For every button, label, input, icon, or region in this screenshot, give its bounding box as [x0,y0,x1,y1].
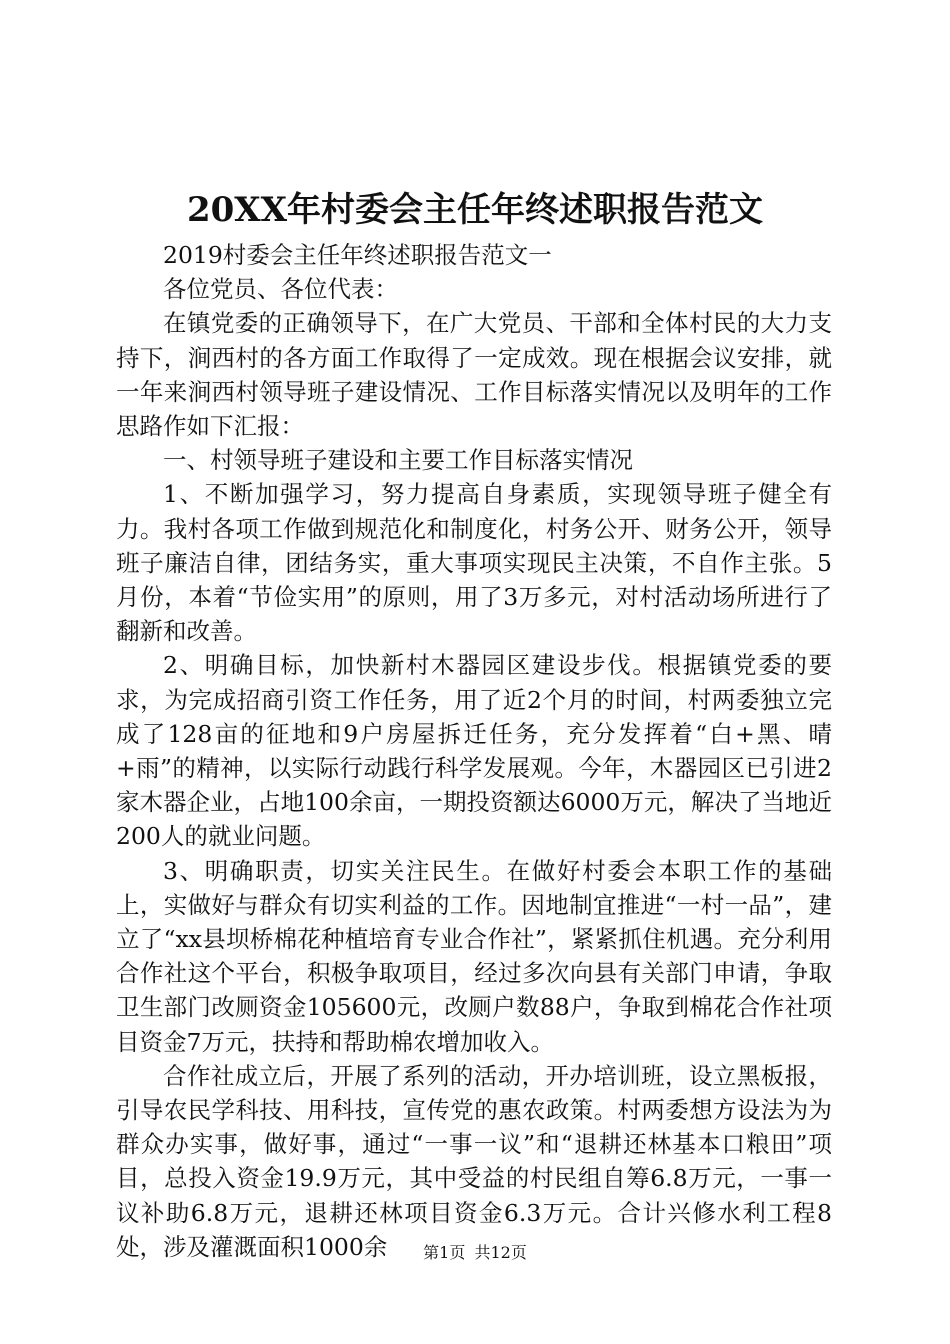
page-total: 共12页 [474,1243,527,1262]
section-heading: 一、村领导班子建设和主要工作目标落实情况 [163,446,633,475]
body-paragraph: 2、明确目标，加快新村木器园区建设步伐。根据镇党委的要求，为完成招商引资工作任务，用了近2个月的时间，村两委独立完成了128亩的征地和9户房屋拆迁任务，充分发挥着“白+黑、晴+雨”的精神，以实际行动践行科学发展观。今年，木器园区已引进2家木器企业，占地100余亩，一期投资额达6000万元，解决了当地近200人的就业问题。 [116,651,832,851]
page-number: 第1页 [423,1243,466,1262]
body-paragraph: 1、不断加强学习，努力提高自身素质，实现领导班子健全有力。我村各项工作做到规范化和制度化，村务公开、财务公开，领导班子廉洁自律，团结务实，重大事项实现民主决策，不自作主张。5月份，本着“节俭实用”的原则，用了3万多元，对村活动场所进行了翻新和改善。 [116,480,832,646]
document-body [116,238,832,1264]
body-paragraph: 3、明确职责，切实关注民生。在做好村委会本职工作的基础上，实做好与群众有切实利益的工作。因地制宜推进“一村一品”，建立了“xx县坝桥棉花种植培育专业合作社”，紧紧抓住机遇。充分利用合作社这个平台，积极争取项目，经过多次向县有关部门申请，争取卫生部门改厕资金105600元，改厕户数88户，争取到棉花合作社项目资金7万元，扶持和帮助棉农增加收入。 [116,856,832,1056]
subtitle-line: 2019村委会主任年终述职报告范文一 [163,241,552,269]
intro-paragraph: 在镇党委的正确领导下，在广大党员、干部和全体村民的大力支持下，涧西村的各方面工作取得了一定成效。现在根据会议安排，就一年来涧西村领导班子建设情况、工作目标落实情况以及明年的工作思路作如下汇报： [116,309,832,441]
page-footer [0,1242,950,1264]
salutation: 各位党员、各位代表： [163,275,398,304]
body-paragraph: 合作社成立后，开展了系列的活动，开办培训班，设立黑板报，引导农民学科技、用科技，宣传党的惠农政策。村两委想方设法为为群众办实事，做好事，通过“一事一议”和“退耕还林基本口粮田”项目，总投入资金19.9万元，其中受益的村民组自筹6.8万元，一事一议补助6.8万元，退耕还林项目资金6.3万元。合计兴修水利工程8处，涉及灌溉面积1000余 [116,1061,832,1261]
document-title: 20XX年村委会主任年终述职报告范文 [186,190,764,230]
